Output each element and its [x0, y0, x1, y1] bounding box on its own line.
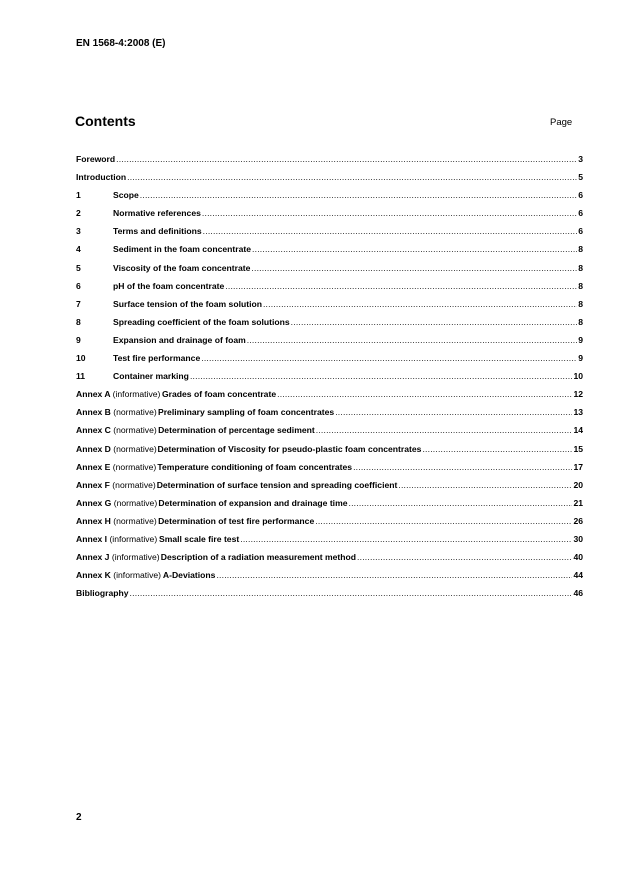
toc-page-number: 46	[573, 588, 583, 599]
toc-entry-title: Expansion and drainage of foam	[113, 334, 246, 345]
toc-annex-prefix	[76, 440, 157, 458]
toc-entry[interactable]	[76, 421, 583, 439]
toc-annex-kind: (informative)	[111, 552, 160, 563]
toc-clause-number: 11	[76, 371, 86, 382]
toc-page-number: 8	[578, 280, 583, 291]
toc-entry[interactable]	[76, 168, 583, 186]
toc-entry-title: Scope	[113, 190, 139, 201]
toc-page-number: 44	[573, 570, 583, 581]
toc-annex-prefix	[76, 530, 157, 548]
toc-entry-title: A-Deviations	[162, 570, 216, 581]
toc-page-number: 6	[578, 190, 583, 201]
toc-entry[interactable]	[76, 277, 583, 295]
contents-title: Contents	[75, 113, 136, 129]
dot-leader	[349, 494, 573, 512]
toc-annex-prefix	[76, 385, 160, 403]
toc-annex-kind: (normative)	[112, 479, 156, 490]
toc-entry-title: Determination of surface tension and spreading coefficient	[156, 479, 398, 490]
dot-leader	[130, 584, 573, 602]
dot-leader	[277, 385, 572, 403]
toc-annex-prefix	[76, 512, 157, 530]
dot-leader	[357, 548, 572, 566]
toc-entry-title: Determination of test fire performance	[158, 515, 315, 526]
toc-clause-number: 1	[76, 190, 81, 201]
toc-clause-number: 4	[76, 244, 81, 255]
toc-entry[interactable]	[76, 385, 583, 403]
toc-clause-number: 8	[76, 316, 81, 327]
toc-entry[interactable]	[76, 494, 583, 512]
toc-entry[interactable]	[76, 349, 583, 367]
toc-entry-title: Determination of percentage sediment	[158, 425, 315, 436]
toc-page-number: 8	[578, 262, 583, 273]
toc-entry-title: Surface tension of the foam solution	[113, 298, 262, 309]
toc-page-number: 40	[573, 552, 583, 563]
dot-leader	[190, 367, 573, 385]
toc-annex-prefix	[76, 494, 157, 512]
toc-annex-kind: (informative)	[109, 533, 158, 544]
toc-annex-kind: (normative)	[112, 461, 157, 472]
toc-annex-letter: Annex J	[76, 552, 110, 563]
toc-page-number: 30	[573, 533, 583, 544]
toc-page-number: 12	[573, 389, 583, 400]
toc-page-number: 3	[578, 154, 583, 164]
document-header: EN 1568-4:2008 (E)	[76, 38, 166, 49]
toc-annex-kind: (normative)	[113, 407, 157, 418]
dot-leader	[263, 295, 577, 313]
footer-page-number: 2	[76, 812, 82, 823]
dot-leader	[422, 440, 572, 458]
toc-page-number: 5	[578, 172, 583, 183]
dot-leader	[353, 458, 572, 476]
dot-leader	[116, 150, 577, 168]
dot-leader	[140, 186, 577, 204]
toc-entry[interactable]	[76, 566, 583, 584]
dot-leader	[247, 331, 577, 349]
toc-entry-title: Preliminary sampling of foam concentrates	[157, 407, 335, 418]
toc-page-number: 14	[573, 425, 583, 436]
dot-leader	[240, 530, 572, 548]
toc-page-number: 13	[573, 407, 583, 418]
dot-leader	[216, 566, 572, 584]
toc-entry-title: Introduction	[76, 172, 127, 183]
table-of-contents	[76, 150, 583, 602]
toc-entry-title: Viscosity of the foam concentrate	[113, 262, 251, 273]
page-column-label: Page	[550, 117, 573, 128]
toc-entry[interactable]	[76, 403, 583, 421]
toc-page-number: 21	[573, 497, 583, 508]
toc-page-number: 10	[573, 371, 583, 382]
dot-leader	[225, 277, 577, 295]
toc-entry[interactable]	[76, 530, 583, 548]
toc-annex-letter: Annex H	[76, 515, 111, 526]
toc-entry[interactable]	[76, 367, 583, 385]
dot-leader	[127, 168, 577, 186]
toc-annex-kind: (normative)	[113, 425, 157, 436]
toc-entry[interactable]	[76, 548, 583, 566]
toc-page-number: 8	[578, 298, 583, 309]
toc-clause-number: 10	[76, 353, 86, 364]
toc-entry[interactable]	[76, 150, 583, 168]
toc-annex-letter: Annex C	[76, 425, 111, 436]
toc-annex-letter: Annex E	[76, 461, 111, 472]
toc-annex-letter: Annex D	[76, 443, 111, 454]
toc-annex-prefix	[76, 403, 157, 421]
toc-annex-letter: Annex G	[76, 497, 112, 508]
toc-annex-letter: Annex B	[76, 407, 111, 418]
toc-entry-title: pH of the foam concentrate	[113, 280, 225, 291]
toc-entry-title: Grades of foam concentrate	[161, 389, 277, 400]
toc-page-number: 17	[573, 461, 583, 472]
toc-clause-number: 6	[76, 280, 81, 291]
toc-entry[interactable]	[76, 295, 583, 313]
dot-leader	[291, 313, 578, 331]
toc-page-number: 20	[573, 479, 583, 490]
dot-leader	[251, 259, 577, 277]
toc-annex-prefix	[76, 566, 161, 584]
dot-leader	[201, 349, 577, 367]
toc-entry[interactable]	[76, 440, 583, 458]
toc-page-number: 8	[578, 244, 583, 255]
toc-annex-kind: (normative)	[113, 497, 158, 508]
toc-annex-prefix	[76, 476, 156, 494]
toc-entry-title: Test fire performance	[113, 353, 201, 364]
toc-entry-title: Temperature conditioning of foam concentrates	[157, 461, 353, 472]
dot-leader	[398, 476, 572, 494]
toc-entry-title: Determination of expansion and drainage time	[158, 497, 348, 508]
toc-clause-number: 7	[76, 298, 81, 309]
toc-entry-title: Small scale fire test	[158, 533, 240, 544]
toc-annex-letter: Annex F	[76, 479, 110, 490]
toc-entry[interactable]	[76, 512, 583, 530]
toc-entry[interactable]	[76, 476, 583, 494]
toc-page-number: 9	[578, 334, 583, 345]
toc-annex-prefix	[76, 458, 156, 476]
toc-entry-title: Foreword	[76, 154, 116, 164]
dot-leader	[316, 421, 573, 439]
toc-clause-number: 5	[76, 262, 81, 273]
dot-leader	[202, 204, 577, 222]
toc-entry[interactable]	[76, 222, 583, 240]
toc-entry-title: Description of a radiation measurement method	[160, 552, 357, 563]
dot-leader	[315, 512, 572, 530]
toc-entry[interactable]	[76, 584, 583, 602]
toc-annex-prefix	[76, 421, 157, 439]
toc-entry-title: Container marking	[113, 371, 189, 382]
toc-entry-title: Bibliography	[76, 588, 129, 599]
dot-leader	[203, 222, 578, 240]
toc-annex-prefix	[76, 548, 160, 566]
toc-entry-title: Terms and definitions	[113, 226, 202, 237]
toc-entry[interactable]	[76, 186, 583, 204]
toc-entry[interactable]	[76, 331, 583, 349]
toc-page-number: 6	[578, 208, 583, 219]
toc-entry[interactable]	[76, 259, 583, 277]
toc-clause-number: 2	[76, 208, 81, 219]
toc-annex-letter: Annex I	[76, 533, 108, 544]
toc-page-number: 9	[578, 353, 583, 364]
toc-entry[interactable]	[76, 240, 583, 258]
toc-entry-title: Normative references	[113, 208, 201, 219]
toc-annex-letter: Annex A	[76, 389, 111, 400]
dot-leader	[252, 240, 577, 258]
toc-annex-kind: (informative)	[112, 389, 161, 400]
toc-page-number: 6	[578, 226, 583, 237]
toc-page-number: 8	[578, 316, 583, 327]
toc-page-number: 26	[573, 515, 583, 526]
toc-entry[interactable]	[76, 204, 583, 222]
toc-annex-letter: Annex K	[76, 570, 111, 581]
toc-entry[interactable]	[76, 458, 583, 476]
toc-clause-number: 9	[76, 334, 81, 345]
toc-clause-number: 3	[76, 226, 81, 237]
toc-annex-kind: (normative)	[113, 443, 157, 454]
toc-entry-title: Sediment in the foam concentrate	[113, 244, 252, 255]
toc-entry[interactable]	[76, 313, 583, 331]
toc-annex-kind: (informative)	[113, 570, 162, 581]
toc-annex-kind: (normative)	[113, 515, 157, 526]
dot-leader	[335, 403, 572, 421]
toc-entry-title: Determination of Viscosity for pseudo-plastic foam concentrates	[157, 443, 422, 454]
toc-page-number: 15	[573, 443, 583, 454]
toc-entry-title: Spreading coefficient of the foam solutions	[113, 316, 290, 327]
